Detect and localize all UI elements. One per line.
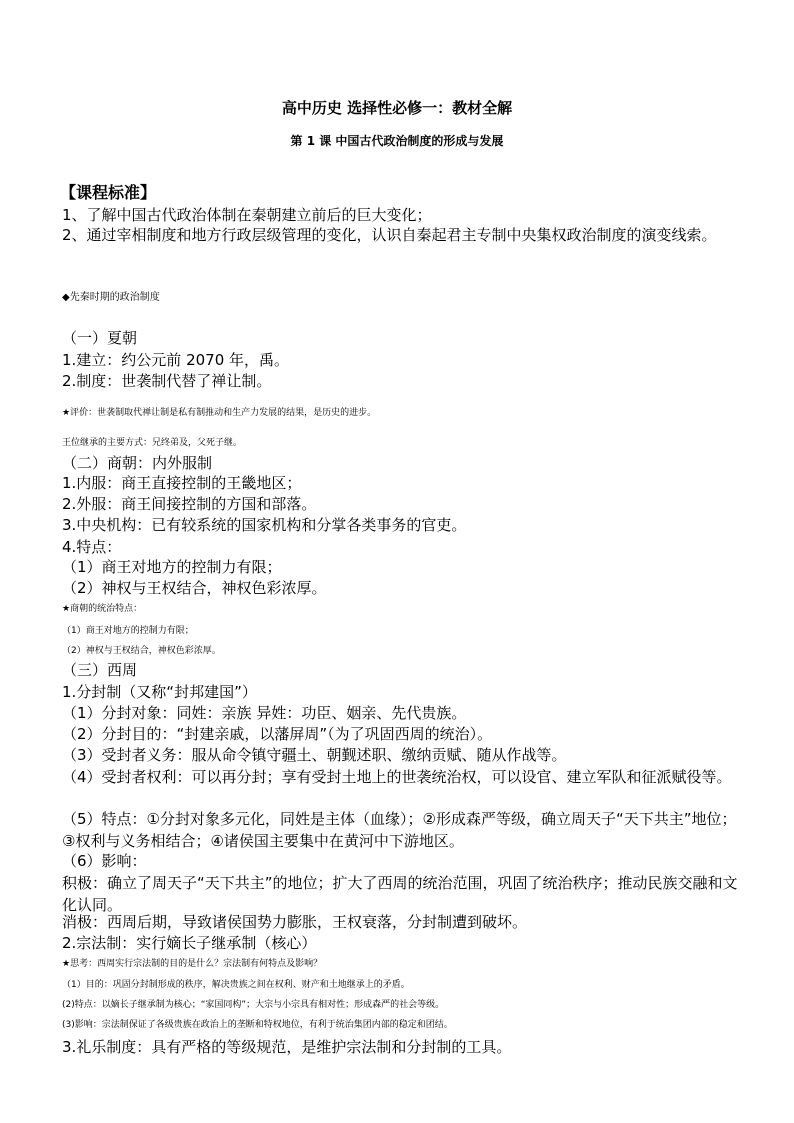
zhou-line-6: （5）特点：①分封对象多元化，同姓是主体（血缘）；②形成森严等级，确立周天子“天下共主”地位；③权利与义务相结合；④诸侯国主要集中在黄河中下游地区。 bbox=[62, 810, 737, 850]
shang-line-6: （2）神权与王权结合，神权色彩浓厚。 bbox=[62, 579, 327, 597]
document-title: 高中历史 选择性必修一：教材全解 bbox=[281, 99, 513, 117]
zhou-line-1: 1.分封制（又称“封邦建国”） bbox=[62, 683, 257, 701]
xia-line-2: 2.制度：世袭制代替了禅让制。 bbox=[62, 372, 272, 390]
zhou-line-7: （6）影响： bbox=[62, 852, 147, 870]
section-pre-qin: ◆先秦时期的政治制度 bbox=[62, 292, 160, 303]
curriculum-standard-heading: 【课程标准】 bbox=[60, 183, 157, 202]
shang-note-2: （1）商王对地方的控制力有限； bbox=[62, 626, 194, 636]
shang-line-1: 1.内服：商王直接控制的王畿地区； bbox=[62, 474, 302, 492]
lesson-subtitle: 第 1 课 中国古代政治制度的形成与发展 bbox=[290, 134, 504, 148]
zhou-line-3: （2）分封目的：“封建亲戚，以藩屏周”（为了巩固西周的统治）。 bbox=[62, 725, 493, 743]
standard-item-2: 2、通过宰相制度和地方行政层级管理的变化，认识自秦起君主专制中央集权政治制度的演变线索。 bbox=[62, 226, 717, 244]
zhou-line-5: （4）受封者权利：可以再分封；享有受封土地上的世袭统治权，可以设官、建立军队和征派赋役等。 bbox=[62, 768, 732, 786]
zhou-note-2: （1）目的：巩固分封制形成的秩序，解决贵族之间在权利、财产和土地继承上的矛盾。 bbox=[62, 980, 410, 990]
xia-heading: （一）夏朝 bbox=[62, 329, 138, 347]
shang-note-3: （2）神权与王权结合，神权色彩浓厚。 bbox=[62, 646, 221, 656]
zhou-line-8: 积极：确立了周天子“天下共主”的地位；扩大了西周的统治范围，巩固了统治秩序；推动民族交融和文化认同。 bbox=[62, 874, 738, 914]
zhou-note-3: (2)特点：以嫡长子继承制为核心；“家国同构”；大宗与小宗具有相对性；形成森严的社会等级。 bbox=[62, 1000, 445, 1010]
zhou-note-1: ★思考：西周实行宗法制的目的是什么？宗法制有何特点及影响？ bbox=[62, 959, 323, 969]
shang-line-5: （1）商王对地方的控制力有限； bbox=[62, 558, 282, 576]
zhou-line-10: 2.宗法制：实行嫡长子继承制（核心） bbox=[62, 934, 317, 952]
standard-item-1: 1、了解中国古代政治体制在秦朝建立前后的巨大变化； bbox=[62, 206, 432, 224]
shang-heading: （二）商朝：内外服制 bbox=[62, 454, 213, 472]
zhou-line-9: 消极：西周后期，导致诸侯国势力膨胀，王权衰落，分封制遭到破坏。 bbox=[62, 913, 528, 931]
xia-note-2: 王位继承的主要方式：兄终弟及，父死子继。 bbox=[62, 438, 243, 448]
xia-note-1: ★评价：世袭制取代禅让制是私有制推动和生产力发展的结果，是历史的进步。 bbox=[62, 408, 377, 418]
xia-line-1: 1.建立：约公元前 2070 年，禹。 bbox=[62, 351, 290, 369]
zhou-note-4: (3)影响：宗法制保证了各级贵族在政治上的垄断和特权地位，有利于统治集团内部的稳定和团结。 bbox=[62, 1020, 453, 1030]
zhou-line-4: （3）受封者义务：服从命令镇守疆土、朝觐述职、缴纳贡赋、随从作战等。 bbox=[62, 746, 567, 764]
shang-line-4: 4.特点： bbox=[62, 538, 122, 556]
zhou-heading: （三）西周 bbox=[62, 661, 138, 679]
zhou-line-2: （1）分封对象：同姓：亲族 异姓：功臣、姻亲、先代贵族。 bbox=[62, 704, 467, 722]
shang-note-1: ★商朝的统治特点： bbox=[62, 604, 143, 614]
shang-line-3: 3.中央机构：已有较系统的国家机构和分掌各类事务的官吏。 bbox=[62, 516, 467, 534]
zhou-line-11: 3.礼乐制度：具有严格的等级规范，是维护宗法制和分封制的工具。 bbox=[62, 1038, 512, 1056]
shang-line-2: 2.外服：商王间接控制的方国和部落。 bbox=[62, 495, 317, 513]
